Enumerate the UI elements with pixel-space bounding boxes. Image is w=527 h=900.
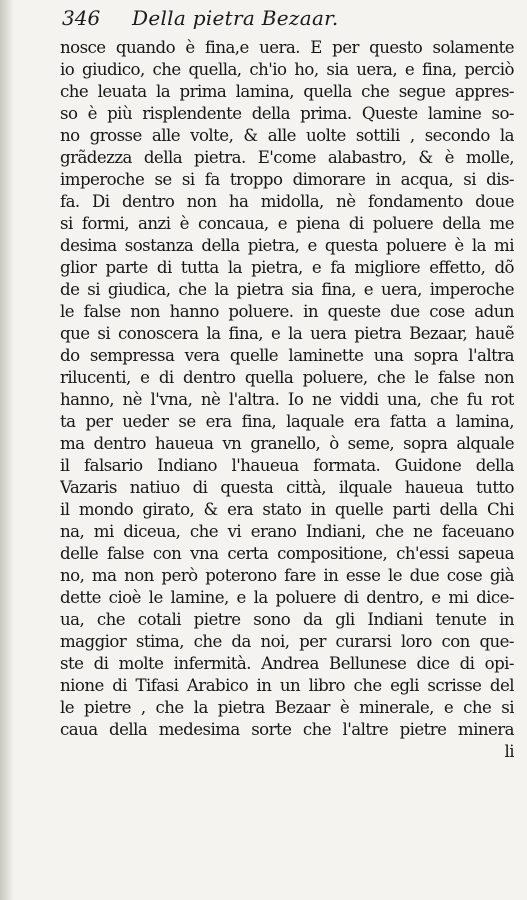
text-line: grãdezza della pietra. E'come alabastro, & è molle, (60, 148, 514, 167)
text-line: fa. Di dentro non ha midolla, nè fondamento doue (60, 192, 514, 211)
text-line: nosce quando è fina,e uera. E per questo solamente (60, 38, 514, 57)
catchword: li (504, 742, 514, 761)
text-line: do sempressa vera quelle laminette una sopra l'altra (60, 346, 514, 365)
text-line: il falsario Indiano l'haueua formata. Guidone della (60, 456, 514, 475)
text-line: delle false con vna certa compositione, ch'essi sapeua (60, 544, 514, 563)
text-line: Vazaris natiuo di questa città, ilquale haueua tutto (60, 478, 514, 497)
text-line: si formi, anzi è concaua, e piena di poluere della me (60, 214, 514, 233)
page-header (62, 4, 502, 32)
text-line: dette cioè le lamine, e la poluere di dentro, e mi dice- (60, 588, 514, 607)
text-line: no, ma non però poterono fare in esse le due cose già (60, 566, 514, 585)
text-line: ta per ueder se era fina, laquale era fatta a lamina, (60, 412, 514, 431)
text-line: le pietre , che la pietra Bezaar è minerale, e che si (60, 698, 514, 717)
text-line: na, mi diceua, che vi erano Indiani, che ne faceuano (60, 522, 514, 541)
gutter-shadow (0, 0, 14, 900)
text-line: de si giudica, che la pietra sia fina, e uera, imperoche (60, 280, 514, 299)
page-number: 346 (62, 6, 101, 30)
text-line: que si conoscera la fina, e la uera pietra Bezaar, hauẽ (60, 324, 514, 343)
running-title: Della pietra Bezaar. (132, 6, 339, 30)
text-line: so è più risplendente della prima. Queste lamine so- (60, 104, 514, 123)
text-line: nione di Tifasi Arabico in un libro che egli scrisse del (60, 676, 514, 695)
text-line: glior parte di tutta la pietra, e fa migliore effetto, dõ (60, 258, 514, 277)
text-line: che leuata la prima lamina, quella che segue appres- (60, 82, 514, 101)
text-line: rilucenti, e di dentro quella poluere, che le false non (60, 368, 514, 387)
text-line: desima sostanza della pietra, e questa poluere è la mi (60, 236, 514, 255)
text-line: imperoche se si fa troppo dimorare in acqua, si dis- (60, 170, 514, 189)
text-line: caua della medesima sorte che l'altre pietre minera (60, 720, 514, 739)
text-line: hanno, nè l'vna, nè l'altra. Io ne viddi una, che fu rot (60, 390, 514, 409)
text-line: le false non hanno poluere. in queste due cose adun (60, 302, 514, 321)
text-line: ste di molte infermità. Andrea Bellunese dice di opi- (60, 654, 514, 673)
body-text (60, 37, 514, 763)
text-line: ma dentro haueua vn granello, ò seme, sopra alquale (60, 434, 514, 453)
text-line: ua, che cotali pietre sono da gli Indiani tenute in (60, 610, 514, 629)
text-line: maggior stima, che da noi, per curarsi loro con que- (60, 632, 514, 651)
text-line: no grosse alle volte, & alle uolte sottili , secondo la (60, 126, 514, 145)
text-line: io giudico, che quella, ch'io ho, sia uera, e fina, perciò (60, 60, 514, 79)
text-line: il mondo girato, & era stato in quelle parti della Chi (60, 500, 514, 519)
